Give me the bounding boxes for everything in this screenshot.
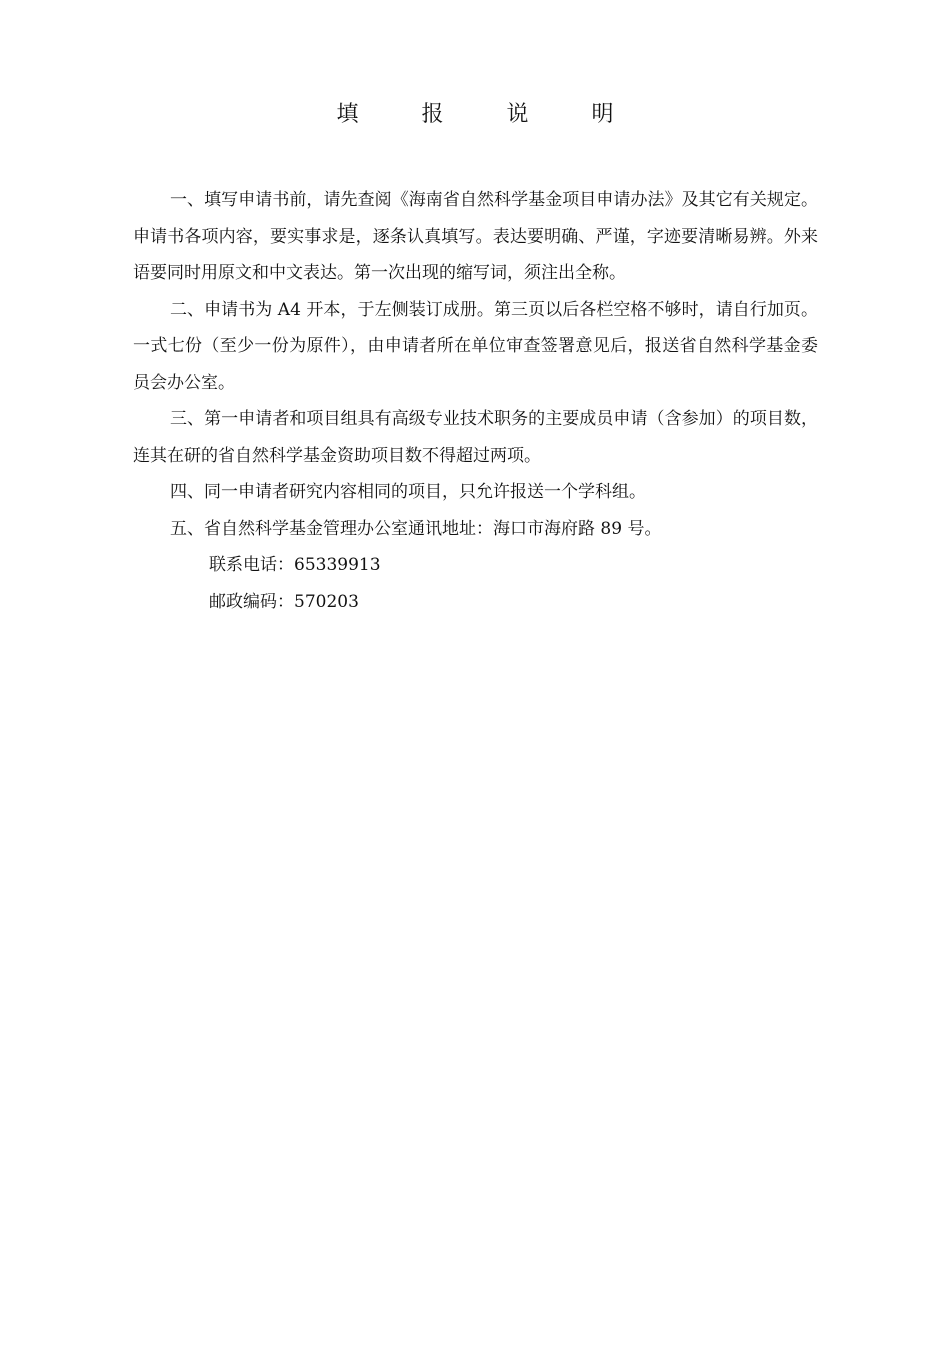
contact-phone: 联系电话：65339913 [209, 555, 381, 575]
instruction-paragraph-5: 五、省自然科学基金管理办公室通讯地址：海口市海府路 89 号。 [170, 518, 662, 539]
instruction-paragraph-1: 一、填写申请书前，请先查阅《海南省自然科学基金项目申请办法》及其它有关规定。申请书各项内容，要实事求是，逐条认真填写。表达要明确、严谨，字迹要清晰易辨。外来语要同时用原文和中文表达。第一次出现的缩写词，须注出全称。 [133, 190, 818, 283]
instruction-paragraph-3: 三、第一申请者和项目组具有高级专业技术职务的主要成员申请（含参加）的项目数，连其在研的省自然科学基金资助项目数不得超过两项。 [133, 409, 818, 466]
page-title: 填 报 说 明 [336, 102, 642, 127]
contact-postcode: 邮政编码：570203 [209, 591, 359, 612]
instructions-body [133, 182, 818, 620]
instruction-paragraph-4: 四、同一申请者研究内容相同的项目，只允许报送一个学科组。 [170, 482, 646, 502]
instruction-paragraph-2: 二、申请书为 A4 开本，于左侧装订成册。第三页以后各栏空格不够时，请自行加页。一式七份（至少一份为原件），由申请者所在单位审查签署意见后，报送省自然科学基金委员会办公室。 [133, 299, 818, 393]
